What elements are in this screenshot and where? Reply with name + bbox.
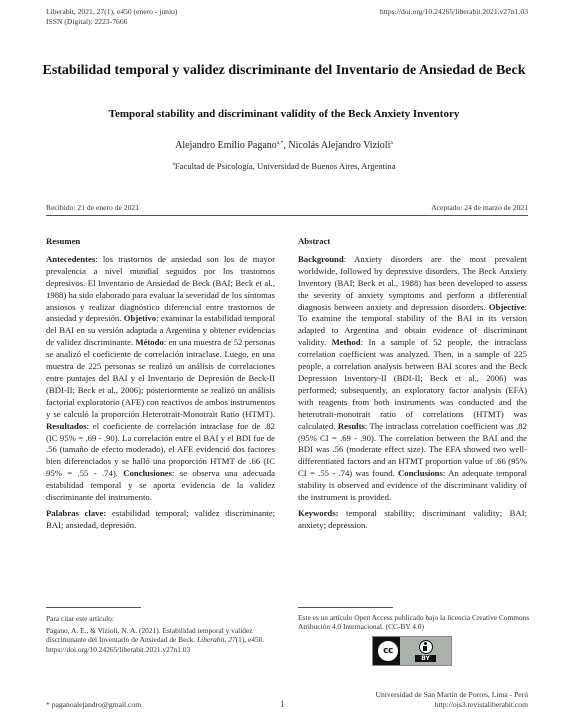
creative-commons-icon: cc [376,639,400,663]
metodo-label: Método [135,337,164,348]
results-text: : The intraclass correlation coefficient was .82 (95% CI = .69 - .90). The correlation between the BAI and the BDI was .56 (moderate effect size). The EFA showed two well-differentiated factors and an HTMT proportion value of .66 (95% CI = .55 - .74) was found. [298,420,527,479]
journal-line: Liberabit, 2021, 27(1), e450 (enero - junio) [46,7,178,16]
affiliation-text: Facultad de Psicología, Universidad de Buenos Aires, Argentina [174,161,396,171]
cc-by-label: BY [415,655,436,662]
conclusiones-label: Conclusiones [123,468,173,479]
results-label: Results [337,420,365,431]
citation-journal: Liberabit, 27 [197,635,236,645]
affiliation [40,161,528,171]
background-label: Background [298,253,344,264]
keywords [298,508,527,532]
article-title-spanish: Estabilidad temporal y validez discriminante del Inventario de Ansiedad de Beck [42,63,526,78]
resumen-body [46,254,275,504]
antecedentes-text: : los trastornos de ansiedad son los de mayor prevalencia a nivel mundial seguidos por los trastornos depresivos. El Inventario de Ansiedad de Beck (BAI; Beck et al., 1988) ha sido elaborado para evaluar la severidad de los síntomas ansiosos y realizar diagnóstico diferencial entre trastornos de ansiedad y depresión. [46,253,275,324]
resultados-label: Resultados [46,420,87,431]
journal-site-link[interactable]: http://ojs3.revistaliberabit.com [434,699,528,709]
conclusiones-text: : se observa una adecuada estabilidad temporal y se aporta evidencia de la validez discriminante del instrumento. [46,468,275,503]
objetivo-text: : examinar la estabilidad temporal del BAI en su versión adaptada a Argentina y obtener evidencias de validez discriminante. [46,313,276,348]
publisher-footer [376,690,528,709]
journal-header [46,7,177,26]
conclusions-label: Conclusions [397,468,443,479]
cc-by-badge[interactable] [372,636,452,666]
citation-plain: Pagano, A. E., & Vizioli, N. A. (2021). Estabilidad temporal y validez discriminante del Inventario de Ansiedad de Beck. [46,626,253,645]
resumen-heading: Resumen [46,236,81,246]
attribution-person-icon [419,640,433,654]
citation-heading: Para citar este artículo: [46,614,114,623]
footnote-divider [46,607,141,608]
license-text: Este es un artículo Open Access publicado bajo la licencia Creative Commons Atribución 4.0 Internacional. (CC-BY 4.0) [298,613,530,632]
objective-label: Objective [488,301,525,312]
palabras-clave-label: Palabras clave: [46,507,107,518]
corresponding-email[interactable]: * paganoalejandro@gmail.com [46,700,142,709]
keywords-text: temporal stability; discriminant validity; BAI; anxiety; depression. [298,507,527,530]
resumen-section [46,236,275,532]
divider [46,215,528,216]
citation-block [46,614,278,654]
issn-line: ISSN (Digital): 2223-7666 [46,16,128,26]
antecedentes-label: Antecedentes [46,253,96,264]
abstract-body [298,254,527,504]
palabras-clave-text: estabilidad temporal; validez discriminante; BAI; ansiedad, depresión. [46,507,275,530]
palabras-clave [46,508,275,532]
background-text: : Anxiety disorders are the most prevalent worldwide, followed by depressive disorders. The Beck Anxiety Inventory (BAI; Beck et al., 1988) has been developed to assess the severity of anxiety symptoms and perform a differential diagnosis between anxiety and depression disorders. [298,253,527,312]
author-list [40,140,528,151]
keywords-label: Keywords: [298,507,339,518]
page-number: 1 [280,699,285,709]
author-affiliation-mark: a,* [276,140,284,146]
author-name: Nicolás Alejandro Vizioli [288,140,391,151]
method-text: : In a sample of 52 people, the intraclass correlation coefficient was analyzed. Then, in a sample of 225 people, a correlation analysis between BAI scores and the Beck Depression Inventory-II (BDI-II; Beck et al., 2006) was performed; subsequently, an exploratory factor analysis (EFA) with reagents from both instruments was conducted and the heterotrait-monotrait ratio of correlations (HTMT) was calculated. [298,337,527,431]
citation-text [46,626,278,654]
method-label: Method [331,337,361,348]
author-affiliation-mark: a [390,140,393,146]
author-separator: , [283,140,289,151]
article-title-english: Temporal stability and discriminant validity of the Beck Anxiety Inventory [108,108,460,120]
objective-text: : To examine the temporal stability of the BAI in its version adapted to Argentina and obtain evidence of discriminant validity. [298,301,527,348]
received-date: Recibido: 21 de enero de 2021 [46,203,139,212]
footnote-divider [298,607,393,608]
citation-rest: (1), e450. https://doi.org/10.24265/liberabit.2021.v27n1.03 [46,635,265,654]
doi-link[interactable]: https://doi.org/10.24265/liberabit.2021.v27n1.03 [379,7,528,16]
resultados-text: : el coeficiente de correlación intraclase fue de .82 (IC 95% = .69 - .90). La correlación entre el BAI y el BDI fue de .56 (tamaño de efecto moderado), el AFE evidenció dos factores bien diferenciados y se halló una proporción HTMT de .66 (IC 95% = .55 - .74). [46,420,275,479]
conclusions-text: : An adequate temporal stability is observed and evidence of the discriminant validity of the instrument is provided. [298,468,527,503]
metodo-text: : en una muestra de 52 personas se analizó el coeficiente de correlación intraclase. Luego, en una muestra de 225 personas se realizó un análisis de correlaciones entre puntajes del BAI y el Inventario de Depresión de Beck-II (BDI-II; Beck et al., 2006); posteriormente se realizó un análisis factorial exploratorio (AFE) con reactivos de ambos instrumentos y se calculó la proporción Heterotrait-Monotrait Ratio (HTMT). [46,337,275,419]
university-line: Universidad de San Martín de Porres, Lima - Perú [375,690,528,699]
objetivo-label: Objetivo [123,313,157,324]
accepted-date: Aceptado: 24 de marzo de 2021 [431,203,528,212]
abstract-heading: Abstract [298,236,331,246]
abstract-section [298,236,527,532]
author-name: Alejandro Emilio Pagano [175,140,277,151]
affiliation-mark: a [172,161,175,167]
